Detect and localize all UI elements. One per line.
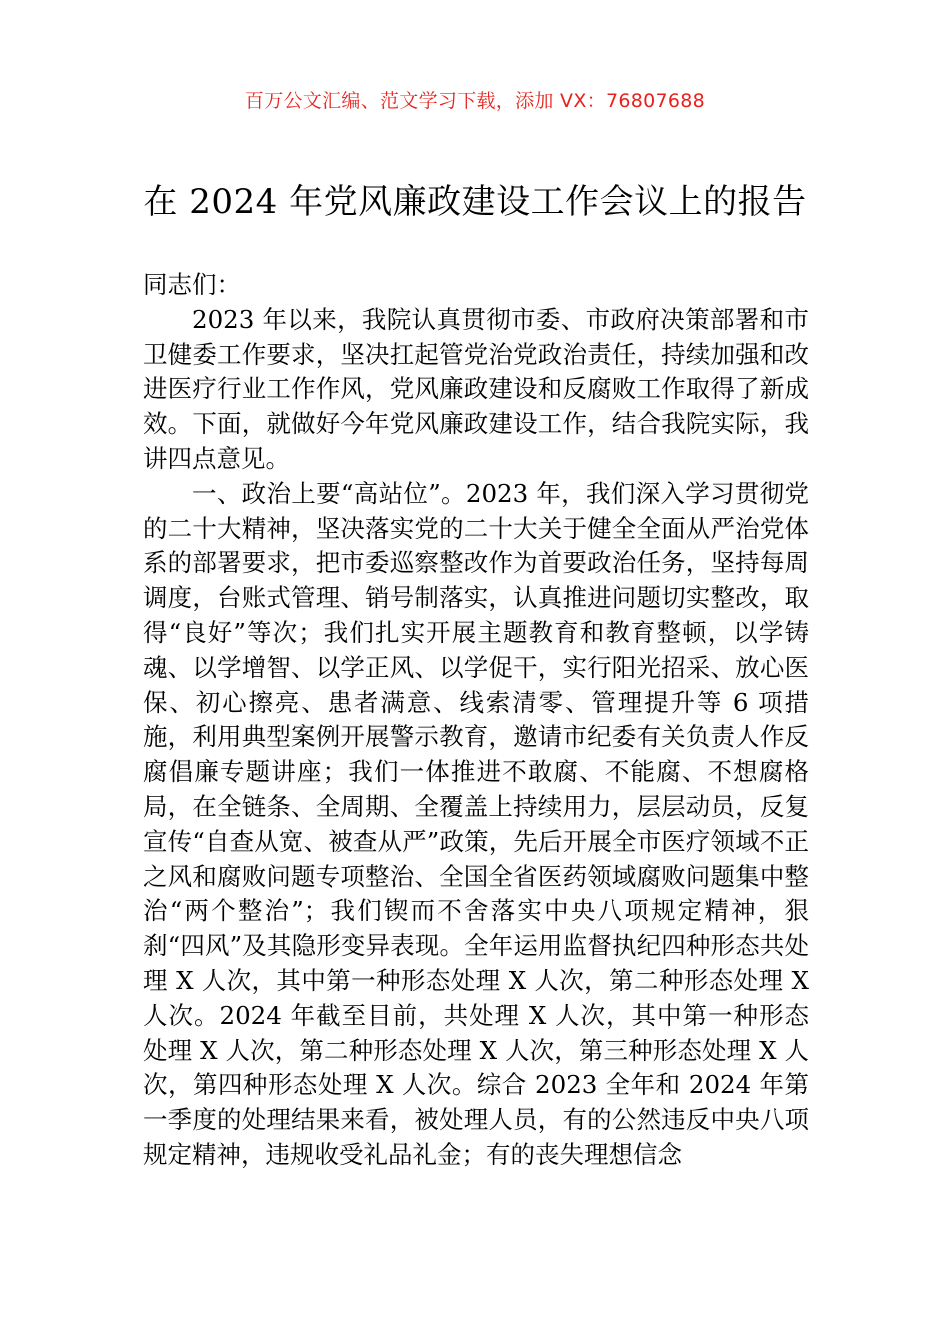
document-body [143,268,809,1173]
watermark-header: 百万公文汇编、范文学习下载，添加 VX：76807688 [244,90,706,112]
salutation: 同志们： [143,270,241,299]
paragraph-intro: 2023 年以来，我院认真贯彻市委、市政府决策部署和市卫健委工作要求，坚决扛起管党治党政治责任，持续加强和改进医疗行业工作作风，党风廉政建设和反腐败工作取得了新成效。下面，就做好今年党风廉政建设工作，结合我院实际，我讲四点意见。 [143,304,809,473]
paragraph-political: 一、政治上要“高站位”。2023 年，我们深入学习贯彻党的二十大精神，坚决落实党的二十大关于健全全面从严治党体系的部署要求，把市委巡察整改作为首要政治任务，坚持每周调度，台账式管理、销号制落实，认真推进问题切实整改，取得“良好”等次；我们扎实开展主题教育和教育整顿，以学铸魂、以学增智、以学正风、以学促干，实行阳光招采、放心医保、初心擦亮、患者满意、线索清零、管理提升等 6 项措施，利用典型案例开展警示教育，邀请市纪委有关负责人作反腐倡廉专题讲座；我们一体推进不敢腐、不能腐、不想腐格局，在全链条、全周期、全覆盖上持续用力，层层动员，反复宣传“自查从宽、被查从严”政策，先后开展全市医疗领域不正之风和腐败问题专项整治、全国全省医药领域腐败问题集中整治“两个整治”；我们锲而不舍落实中央八项规定精神，狠刹“四风”及其隐形变异表现。全年运用监督执纪四种形态共处理 X 人次，其中第一种形态处理 X 人次，第二种形态处理 X 人次。2024 年截至目前，共处理 X 人次，其中第一种形态处理 X 人次，第二种形态处理 X 人次，第三种形态处理 X 人次，第四种形态处理 X 人次。综合 2023 全年和 2024 年第一季度的处理结果来看，被处理人员，有的公然违反中央八项规定精神，违规收受礼品礼金；有的丧失理想信念 [143,478,809,1169]
document-title: 在 2024 年党风廉政建设工作会议上的报告 [143,182,807,222]
